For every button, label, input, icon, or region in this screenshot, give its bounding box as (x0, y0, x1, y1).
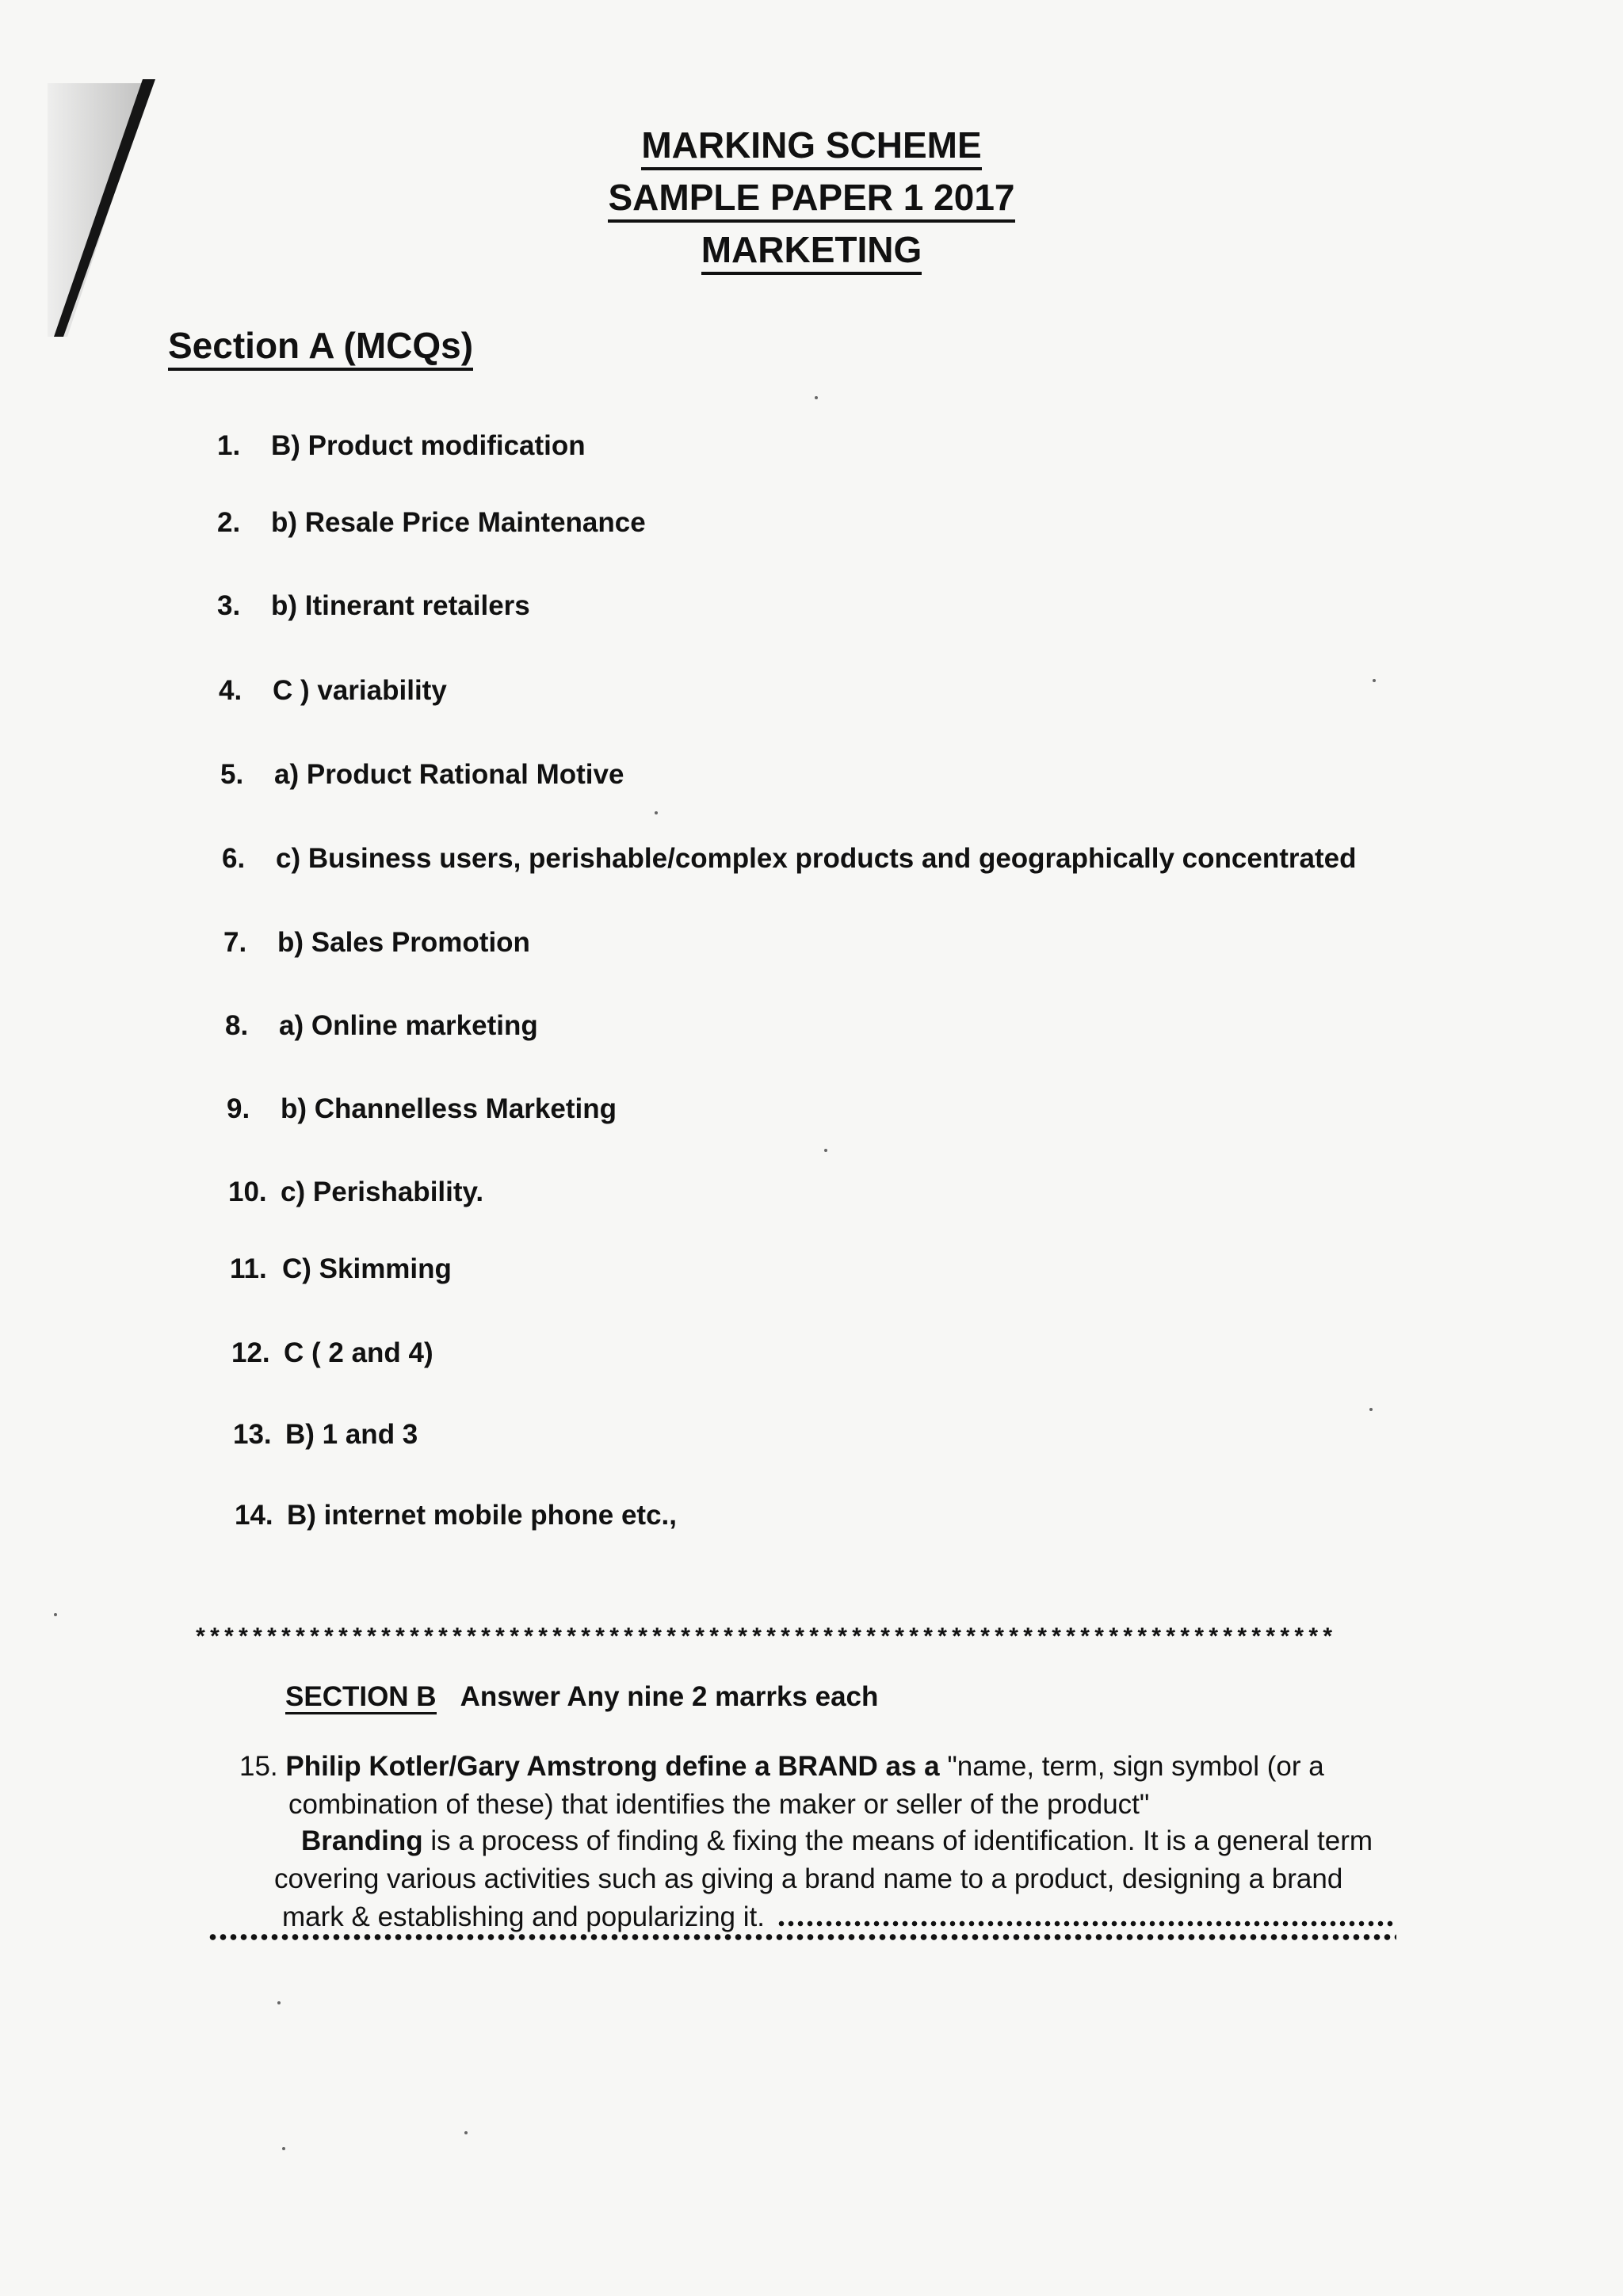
scan-speck (815, 396, 818, 399)
asterisk-divider: ******************************************************************************** (193, 1626, 1335, 1653)
q15-line-3 (301, 1825, 1373, 1857)
scan-speck (655, 811, 658, 814)
section-a-heading: Section A (MCQs) (168, 323, 473, 371)
q15-line-5: mark & establishing and popularizing it. (282, 1901, 765, 1932)
scan-speck (282, 2147, 285, 2150)
mcq-item: 9. b) Channelless Marketing (227, 1093, 617, 1124)
header-line-1: MARKING SCHEME (0, 119, 1623, 171)
mcq-item: 5. a) Product Rational Motive (220, 759, 624, 790)
scan-speck (1369, 1408, 1373, 1411)
mcq-item: 2. b) Resale Price Maintenance (217, 507, 646, 538)
mcq-item: 11. C) Skimming (230, 1253, 452, 1284)
mcq-item: 14. B) internet mobile phone etc., (235, 1500, 677, 1531)
q15-line-1 (239, 1751, 1324, 1783)
section-b-label: SECTION B (285, 1681, 437, 1714)
scan-speck (1373, 679, 1376, 682)
mcq-item: 3. b) Itinerant retailers (217, 590, 530, 621)
section-b-instruction: Answer Any nine 2 marrks each (460, 1681, 879, 1712)
q15-number: 15. (239, 1751, 278, 1782)
q15-line-4: covering various activities such as giving a brand name to a product, designing a brand (274, 1863, 1343, 1894)
q15-line-3-rest: is a process of finding & fixing the means of identification. It is a general term (422, 1825, 1373, 1856)
mcq-item: 4. C ) variability (219, 675, 447, 706)
scan-speck (464, 2131, 468, 2134)
scan-speck (824, 1149, 827, 1152)
q15-line-1-rest: "name, term, sign symbol (or a (939, 1751, 1324, 1782)
q15-branding-term: Branding (301, 1825, 423, 1856)
mcq-item: 7. b) Sales Promotion (223, 927, 530, 958)
mcq-item: 10. c) Perishability. (228, 1177, 484, 1207)
section-b-heading (285, 1681, 878, 1713)
q15-line-2: combination of these) that identifies the maker or seller of the product" (288, 1789, 1150, 1820)
mcq-item: 6. c) Business users, perishable/complex products and geographically concentrated (222, 843, 1357, 874)
dotted-divider-upper (777, 1920, 1395, 1927)
mcq-item: 8. a) Online marketing (225, 1010, 538, 1041)
mcq-item: 1. B) Product modification (217, 430, 586, 461)
scan-speck (277, 2001, 281, 2004)
scan-speck (54, 1613, 57, 1616)
header-line-2: SAMPLE PAPER 1 2017 (0, 171, 1623, 223)
mcq-item: 13. B) 1 and 3 (233, 1419, 418, 1450)
mcq-item: 12. C ( 2 and 4) (231, 1337, 433, 1368)
q15-bold-intro: Philip Kotler/Gary Amstrong define a BRAND as a (285, 1751, 940, 1782)
dotted-divider (208, 1933, 1396, 1941)
header-line-3: MARKETING (0, 223, 1623, 276)
